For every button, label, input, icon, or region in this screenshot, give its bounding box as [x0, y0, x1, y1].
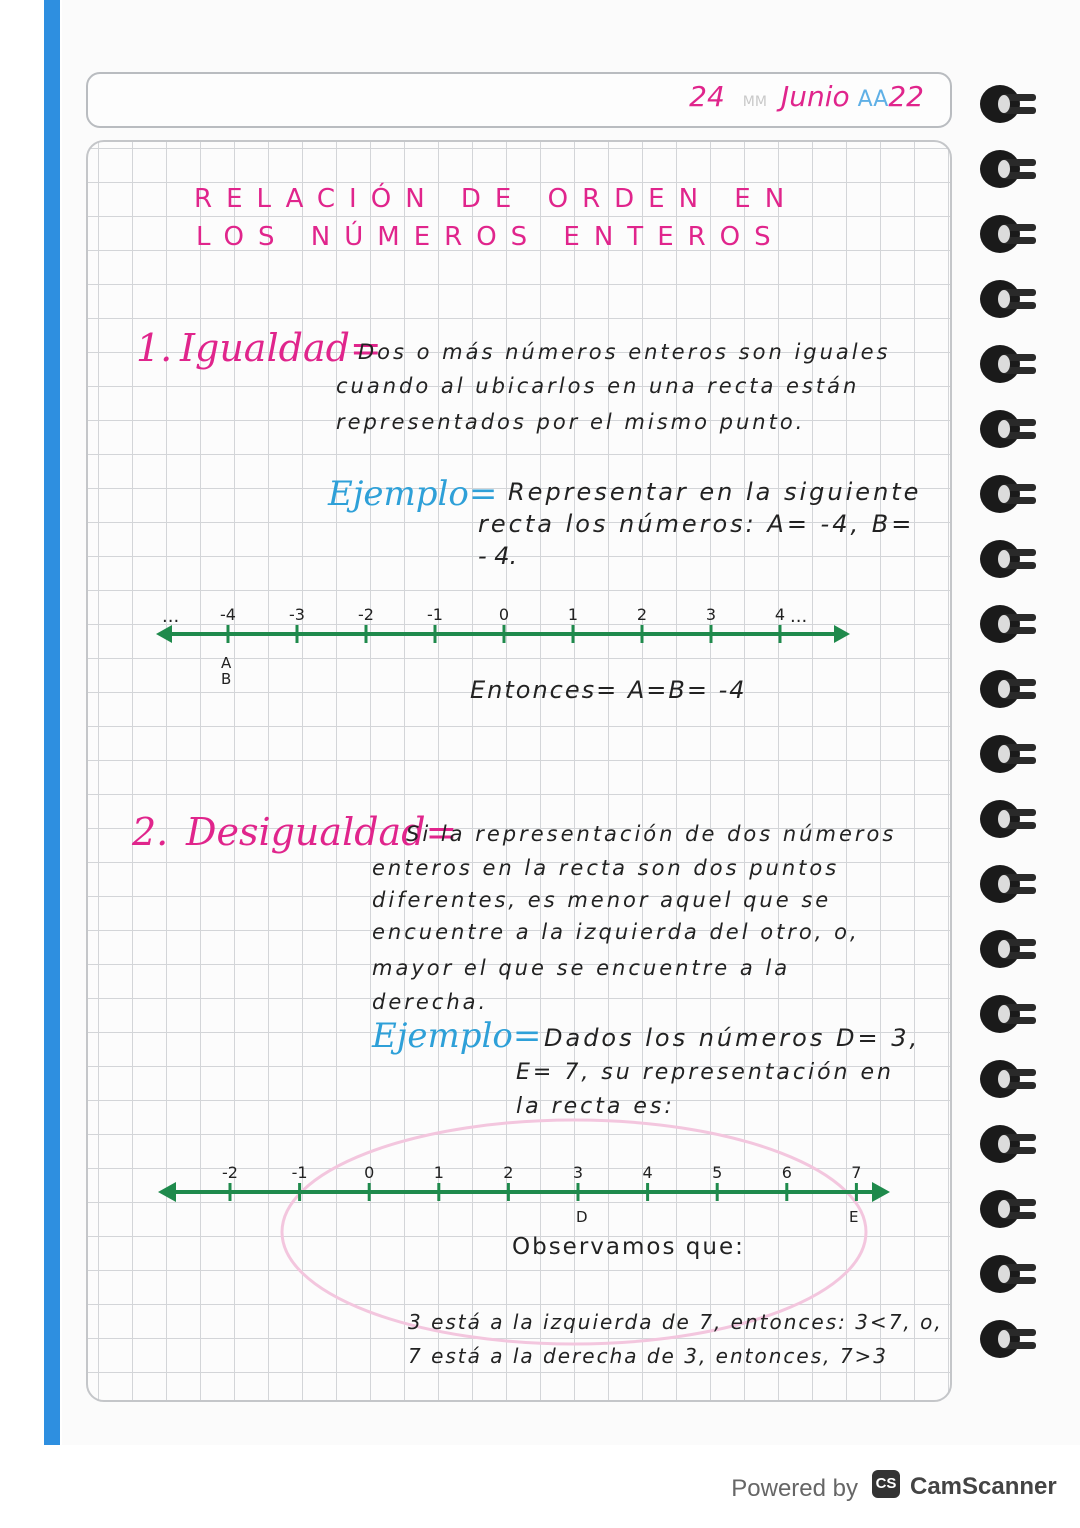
number-line-2-tick-label: -2	[222, 1163, 238, 1182]
spiral-ring-icon	[974, 992, 1036, 1036]
section1-example-line-2: recta los números: A= -4, B=	[478, 510, 915, 538]
spiral-ring-icon	[974, 1252, 1036, 1296]
page-title-line2: LOS NÚMEROS ENTEROS	[196, 222, 785, 252]
section2-line-5: mayor el que se encuentre a la	[372, 956, 791, 980]
point-label-e: E	[849, 1208, 859, 1226]
date-aa-label: AA	[857, 87, 889, 112]
number-line-2-tick-label: 5	[712, 1163, 723, 1182]
camscanner-name: CamScanner	[910, 1473, 1057, 1500]
number-line-2-tick-label: 0	[364, 1163, 375, 1182]
point-label-d: D	[576, 1208, 588, 1226]
section2-example-line-2: E= 7, su representación en	[516, 1060, 894, 1085]
spiral-ring-icon	[974, 1057, 1036, 1101]
section1-line-2: cuando al ubicarlos en una recta están	[336, 374, 860, 398]
section2-observe: Observamos que:	[512, 1234, 745, 1260]
section2-example-line-3: la recta es:	[516, 1094, 675, 1119]
spiral-ring-icon	[974, 1317, 1036, 1361]
point-label-a: A	[221, 654, 232, 672]
number-line-1-tick-label: -1	[427, 605, 443, 624]
number-line-2-tick-label: 1	[433, 1163, 444, 1182]
spiral-ring-icon	[974, 797, 1036, 841]
number-line-2-tick-label: 2	[503, 1163, 514, 1182]
number-line-2-tick-label: 7	[851, 1163, 862, 1182]
spiral-ring-icon	[974, 472, 1036, 516]
section2-example-line-1: Dados los números D= 3,	[544, 1024, 921, 1052]
date-day: 24	[689, 80, 725, 113]
spiral-binding	[968, 70, 1048, 1390]
spiral-ring-icon	[974, 537, 1036, 581]
section2-line-2: enteros en la recta son dos puntos	[372, 856, 840, 880]
number-line-2-tick-label: 3	[572, 1163, 584, 1182]
spiral-ring-icon	[974, 407, 1036, 451]
number-line-1-tick-label: 0	[498, 605, 510, 624]
number-line-2-axis	[158, 1182, 890, 1202]
section1-line-3: representados por el mismo punto.	[336, 410, 806, 434]
date-month: Junio	[780, 80, 850, 113]
section1-example-label: Ejemplo=	[328, 474, 498, 514]
number-line-1-tick-label: 4	[774, 605, 786, 624]
section2-line-4: encuentre a la izquierda del otro, o,	[372, 920, 860, 944]
number-line-1-ellipsis-right: ...	[790, 606, 808, 627]
section2-line-6: derecha.	[372, 990, 489, 1014]
spiral-ring-icon	[974, 342, 1036, 386]
section1-example-line-3: - 4.	[478, 542, 518, 570]
number-line-2-tick-label: 4	[642, 1163, 653, 1182]
spiral-ring-icon	[974, 602, 1036, 646]
number-line-2-tick-label: 6	[781, 1163, 792, 1182]
number-line-1-tick-label: 2	[636, 605, 648, 624]
spiral-ring-icon	[974, 862, 1036, 906]
section2-line-1: Si la representación de dos números	[406, 822, 897, 846]
page-title-line1: RELACIÓN DE ORDEN EN	[194, 184, 799, 214]
spiral-ring-icon	[974, 147, 1036, 191]
section1-line-1: Dos o más números enteros son iguales	[358, 340, 891, 364]
section1-example-line-1: Representar en la siguiente	[508, 478, 922, 506]
number-line-1-tick-label: -3	[289, 605, 305, 624]
section2-heading: Desigualdad=	[186, 810, 458, 854]
spiral-ring-icon	[974, 732, 1036, 776]
section1-number: 1.	[136, 326, 173, 370]
number-line-1-tick-label: -4	[220, 605, 236, 624]
number-line-2-tick-label: -1	[291, 1163, 308, 1182]
spiral-ring-icon	[974, 212, 1036, 256]
number-line-1-ellipsis-left: ...	[162, 606, 180, 627]
section1-heading: Igualdad=	[180, 326, 382, 370]
number-line-1-tick-label: 1	[567, 605, 579, 624]
section2-result-line-1: 3 está a la izquierda de 7, entonces: 3<7, o,	[408, 1310, 943, 1334]
section2-number: 2.	[132, 810, 169, 854]
spiral-ring-icon	[974, 277, 1036, 321]
section1-conclusion: Entonces= A=B= -4	[470, 676, 747, 704]
number-line-1-tick-label: -2	[358, 605, 374, 624]
spiral-ring-icon	[974, 82, 1036, 126]
spiral-ring-icon	[974, 1187, 1036, 1231]
section2-example-label: Ejemplo=	[372, 1016, 542, 1056]
point-label-b: B	[221, 670, 232, 688]
number-line-1-tick-label: 3	[705, 605, 717, 624]
spiral-ring-icon	[974, 927, 1036, 971]
section2-result-line-2: 7 está a la derecha de 3, entonces, 7>3	[408, 1344, 889, 1368]
powered-by-text: Powered by	[731, 1475, 858, 1502]
date-mm-label: MM	[742, 94, 767, 110]
camscanner-logo-icon: CS	[872, 1470, 900, 1498]
date-year: 22	[888, 80, 924, 113]
spiral-ring-icon	[974, 1122, 1036, 1166]
spiral-ring-icon	[974, 667, 1036, 711]
section2-line-3: diferentes, es menor aquel que se	[372, 888, 832, 912]
